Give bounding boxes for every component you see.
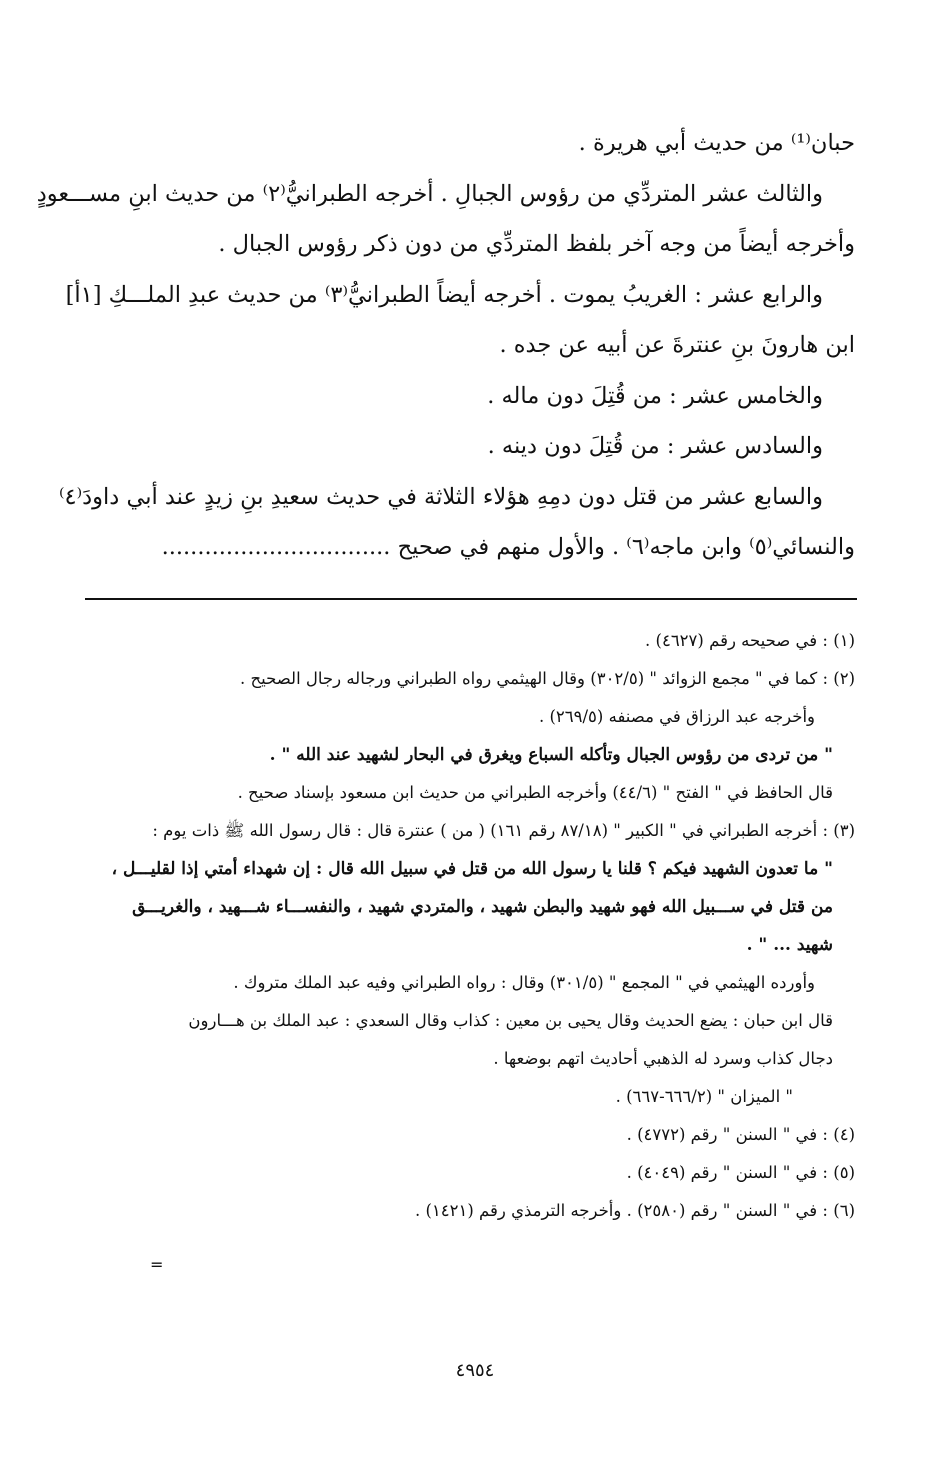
- footnote-line: قال ابن حبان : يضع الحديث وقال يحيى بن معين : كذاب وقال السعدي : عبد الملك بن هـــارون: [188, 1011, 833, 1030]
- footnote-quote: " من تردى من رؤوس الجبال وتأكله السباع ويغرق في البحار لشهيد عند الله " .: [269, 745, 833, 765]
- footnote-line: (١) : في صحيحه رقم (٤٦٢٧) .: [645, 631, 855, 650]
- main-text: [36, 118, 855, 573]
- footnote-line: (٥) : في " السنن " رقم (٤٠٤٩) .: [626, 1163, 855, 1182]
- footnote-line: (٢) : كما في " مجمع الزوائد " (٣٠٢/٥) وقال الهيثمي رواه الطبراني ورجاله رجال الصحيح .: [239, 669, 855, 688]
- footnote-quote: " ما تعدون الشهيد فيكم ؟ قلنا يا رسول الله من قتل في سبيل الله قال : إن شهداء أمتي إذا لقليـــل ،: [111, 859, 833, 879]
- main-text-line: والنسائي⁽٥⁾ وابن ماجه⁽٦⁾ . والأول منهم في صحيح ................................: [161, 534, 855, 560]
- main-text-line: والسادس عشر : من قُتِلَ دون دينه .: [487, 433, 823, 459]
- page-number: ٤٩٥٤: [455, 1360, 495, 1381]
- footnote-quote: شهيد ... " .: [746, 935, 833, 955]
- footnote-quote: من قتل في ســـبيل الله فهو شهيد والبطن شهيد ، والمتردي شهيد ، والنفســـاء شـــهيد ، والغريـــق: [132, 897, 833, 917]
- footnote-line: (٣) : أخرجه الطبراني في " الكبير " (٨٧/١٨ رقم ١٦١) ( من ) عنترة قال : قال رسول الله ﷺ ذات يوم :: [152, 821, 855, 840]
- footnote-line: " الميزان " (٦٦٦/٢-٦٦٧) .: [615, 1087, 793, 1106]
- footnote-line: (٤) : في " السنن " رقم (٤٧٧٢) .: [626, 1125, 855, 1144]
- margin-mark: =: [150, 1255, 164, 1274]
- main-text-line: والثالث عشر المتردِّي من رؤوس الجبالِ . أخرجه الطبرانيُّ⁽٢⁾ من حديث ابنِ مســـعودٍ: [36, 180, 823, 207]
- footnote-line: قال الحافظ في " الفتح " (٤٤/٦) وأخرجه الطبراني من حديث ابن مسعود بإسناد صحيح .: [237, 783, 833, 802]
- main-text-line: والخامس عشر : من قُتِلَ دون ماله .: [487, 382, 823, 409]
- main-text-line: والسابع عشر من قتل دون دمِهِ هؤلاء الثلاثة في حديث سعيدِ بنِ زيدٍ عند أبي داودَ⁽٤⁾: [58, 483, 823, 510]
- footnote-divider: [85, 598, 857, 600]
- main-text-line: وأخرجه أيضاً من وجه آخر بلفظ المتردِّي من دون ذكر رؤوس الجبال .: [218, 231, 855, 257]
- footnotes: [85, 622, 855, 1230]
- main-text-line: حبان⁽¹⁾ من حديث أبي هريرة .: [578, 130, 855, 156]
- main-text-line: والرابع عشر : الغريبُ يموت . أخرجه أيضاً الطبرانيُّ⁽٣⁾ من حديث عبدِ الملـــكِ [١أ]: [65, 281, 823, 308]
- footnote-line: وأخرجه عبد الرزاق في مصنفه (٢٦٩/٥) .: [538, 707, 815, 726]
- footnote-line: وأورده الهيثمي في " المجمع " (٣٠١/٥) وقال : رواه الطبراني وفيه عبد الملك متروك .: [233, 973, 815, 992]
- main-text-line: ابن هارونَ بنِ عنترةَ عن أبيه عن جده .: [499, 332, 855, 358]
- footnote-line: دجال كذاب وسرد له الذهبي أحاديث اتهم بوضعها .: [493, 1049, 833, 1068]
- footnote-line: (٦) : في " السنن " رقم (٢٥٨٠) . وأخرجه الترمذي رقم (١٤٢١) .: [414, 1201, 855, 1220]
